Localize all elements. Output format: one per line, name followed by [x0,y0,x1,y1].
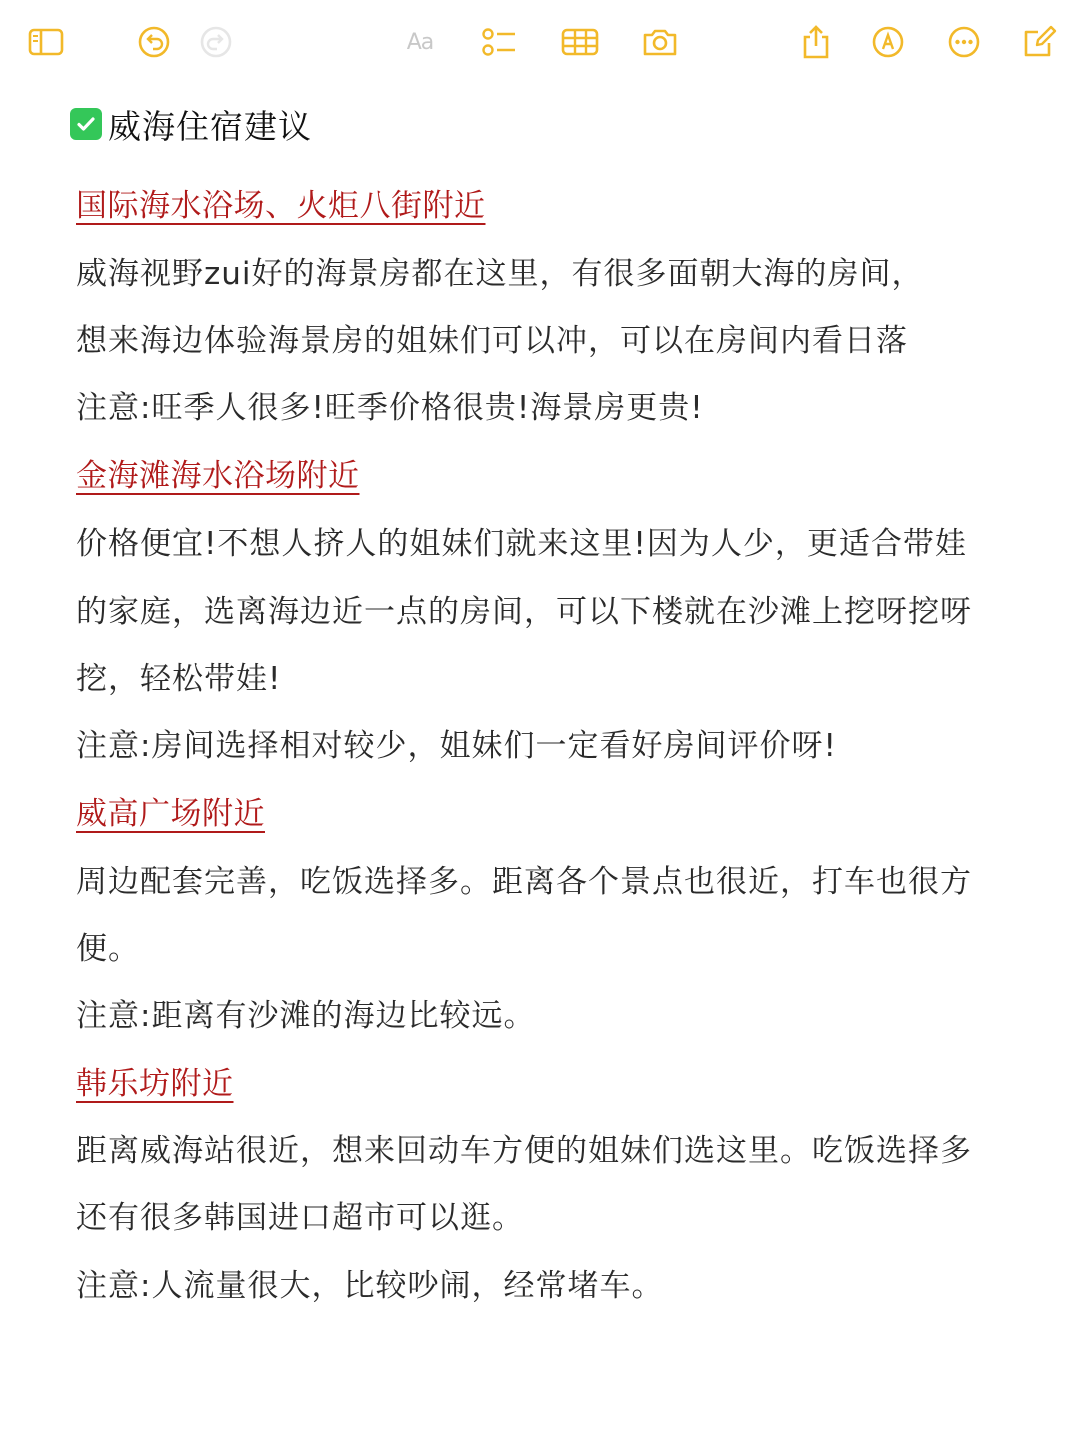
notes-toolbar [0,0,1080,86]
section-heading[interactable]: 韩乐坊附近 [76,1066,234,1102]
note-warning[interactable]: 注意:房间选择相对较少，姐妹们一定看好房间评价呀! [76,728,837,764]
redo-icon[interactable] [196,22,236,62]
camera-icon[interactable] [640,22,680,62]
body-line[interactable]: 还有很多韩国进口超市可以逛。 [76,1200,524,1236]
body-line[interactable]: 周边配套完善，吃饭选择多。距离各个景点也很近，打车也很方 [76,864,972,900]
markup-icon[interactable] [868,22,908,62]
note-warning[interactable]: 注意:人流量很大，比较吵闹，经常堵车。 [76,1268,664,1304]
undo-icon[interactable] [134,22,174,62]
sidebar-icon[interactable] [26,22,66,62]
body-line[interactable]: 的家庭，选离海边近一点的房间，可以下楼就在沙滩上挖呀挖呀 [76,594,972,630]
share-icon[interactable] [796,22,836,62]
note-warning[interactable]: 注意:旺季人很多!旺季价格很贵!海景房更贵! [76,390,704,426]
more-icon[interactable] [944,22,984,62]
table-icon[interactable] [560,22,600,62]
body-line[interactable]: 价格便宜!不想人挤人的姐妹们就来这里!因为人少，更适合带娃 [76,526,967,562]
body-line[interactable]: 挖，轻松带娃! [76,661,282,697]
checklist-icon[interactable] [480,22,520,62]
note-warning[interactable]: 注意:距离有沙滩的海边比较远。 [76,998,536,1034]
checkmark-icon [70,108,102,140]
section-heading[interactable]: 金海滩海水浴场附近 [76,458,360,494]
body-line[interactable]: 距离威海站很近，想来回动车方便的姐妹们选这里。吃饭选择多 [76,1133,972,1169]
compose-icon[interactable] [1020,22,1060,62]
section-heading[interactable]: 国际海水浴场、火炬八街附近 [76,188,486,224]
body-line[interactable]: 威海视野zui好的海景房都在这里，有很多面朝大海的房间， [76,256,924,292]
body-line[interactable]: 想来海边体验海景房的姐妹们可以冲，可以在房间内看日落 [76,323,908,359]
note-title[interactable] [70,100,312,148]
format-icon[interactable] [400,22,440,62]
section-heading[interactable]: 威高广场附近 [76,796,265,832]
note-title-text: 威海住宿建议 [108,106,312,146]
format-label: Aa [406,29,434,55]
body-line[interactable]: 便。 [76,931,140,967]
